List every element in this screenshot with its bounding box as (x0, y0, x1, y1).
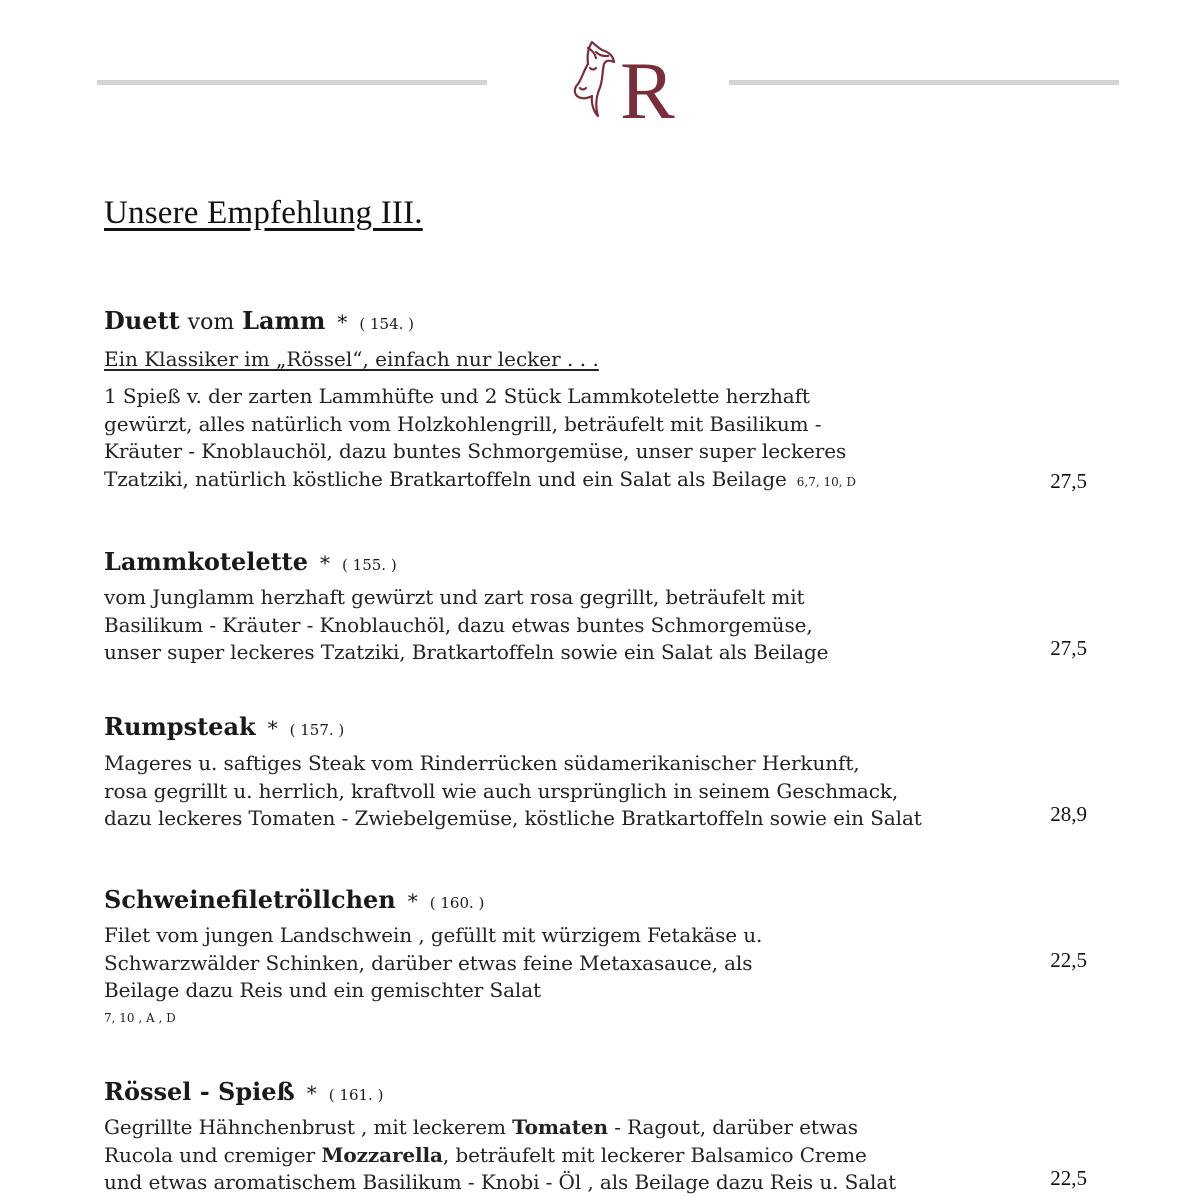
description-line (104, 1142, 1094, 1170)
menu-item-roessel-spiess (104, 1076, 1094, 1197)
highlight-ingredient: Tomaten (512, 1115, 608, 1139)
description-line: Filet vom jungen Landschwein , gefüllt mit würzigem Fetakäse u. (104, 923, 763, 947)
menu-item-lammkotelette (104, 546, 1094, 667)
star-marker: * (267, 716, 278, 740)
item-price: 22,5 (1050, 948, 1087, 972)
item-heading (104, 546, 1094, 581)
menu-item-schweinefiletroellchen (104, 884, 1094, 1027)
star-marker: * (306, 1081, 317, 1105)
item-number: ( 155. ) (342, 556, 397, 574)
item-heading (104, 305, 1094, 340)
item-name: Lammkotelette (104, 547, 309, 576)
description-line: Kräuter - Knoblauchöl, dazu buntes Schmorgemüse, unser super leckeres (104, 439, 847, 463)
item-description (104, 750, 1094, 833)
description-line: Tzatziki, natürlich köstliche Bratkartoffeln und ein Salat als Beilage (104, 466, 787, 491)
item-price: 27,5 (1050, 469, 1087, 493)
description-line: vom Junglamm herzhaft gewürzt und zart rosa gegrillt, beträufelt mit (104, 585, 805, 609)
item-price: 27,5 (1050, 636, 1087, 660)
item-description (104, 922, 1094, 1005)
line-text: - Ragout, darüber etwas (607, 1115, 858, 1139)
logo-letter: R (620, 45, 675, 130)
item-price: 22,5 (1050, 1166, 1087, 1190)
description-line: dazu leckeres Tomaten - Zwiebelgemüse, köstliche Bratkartoffeln sowie ein Salat (104, 806, 922, 830)
description-line (104, 1114, 1094, 1142)
item-price: 28,9 (1050, 802, 1087, 826)
description-line: rosa gegrillt u. herrlich, kraftvoll wie auch ursprünglich in seinem Geschmack, (104, 778, 899, 803)
header-rule-left (97, 80, 487, 85)
item-tagline: Ein Klassiker im „Rössel“, einfach nur lecker . . . (104, 347, 599, 371)
description-line: Schwarzwälder Schinken, darüber etwas feine Metaxasauce, als (104, 950, 753, 975)
description-line: Beilage dazu Reis und ein gemischter Salat (104, 978, 541, 1002)
description-line: 1 Spieß v. der zarten Lammhüfte und 2 Stück Lammkotelette herzhaft (104, 384, 810, 408)
item-heading (104, 884, 1094, 919)
item-heading (104, 711, 1094, 746)
page-title: Unsere Empfehlung III. (104, 195, 423, 231)
star-marker: * (407, 889, 418, 913)
header-rule-right (729, 80, 1119, 85)
description-line: gewürzt, alles natürlich vom Holzkohlengrill, beträufelt mit Basilikum - (104, 411, 822, 436)
item-name: Rumpsteak (104, 712, 256, 741)
item-name: Rössel - Spieß (104, 1077, 295, 1106)
item-number: ( 161. ) (328, 1086, 384, 1104)
item-number: ( 157. ) (289, 721, 345, 739)
item-name-part: Duett (104, 306, 180, 335)
highlight-ingredient: Mozzarella (321, 1142, 443, 1167)
item-name-part: Lamm (242, 306, 326, 335)
item-number: ( 154. ) (359, 315, 415, 333)
description-line: und etwas aromatischem Basilikum - Knobi - Öl , als Beilage dazu Reis u. Salat (104, 1170, 897, 1194)
item-name-part: vom (187, 310, 235, 335)
item-number: ( 160. ) (429, 894, 485, 912)
item-description (104, 1114, 1094, 1197)
menu-item-duett-vom-lamm (104, 305, 1094, 496)
star-marker: * (337, 310, 348, 334)
description-line: unser super leckeres Tzatziki, Bratkartoffeln sowie ein Salat als Beilage (104, 640, 829, 664)
item-heading (104, 1076, 1094, 1111)
menu-item-rumpsteak (104, 711, 1094, 833)
allergen-codes: 6,7, 10, D (796, 474, 857, 489)
line-text: , beträufelt mit leckerer Balsamico Creme (442, 1142, 867, 1167)
description-line: Mageres u. saftiges Steak vom Rinderrücken südamerikanischer Herkunft, (104, 751, 860, 775)
horse-head-icon (566, 38, 681, 130)
line-text: Rucola und cremiger (104, 1142, 322, 1167)
item-description (104, 584, 1094, 667)
item-name: Schweinefiletröllchen (104, 885, 396, 914)
description-line: Basilikum - Kräuter - Knoblauchöl, dazu etwas buntes Schmorgemüse, (104, 612, 813, 637)
star-marker: * (320, 551, 331, 575)
item-description (104, 383, 1094, 496)
allergen-codes: 7, 10 , A , D (104, 1010, 176, 1025)
line-text: Gegrillte Hähnchenbrust , mit leckerem (104, 1115, 513, 1139)
